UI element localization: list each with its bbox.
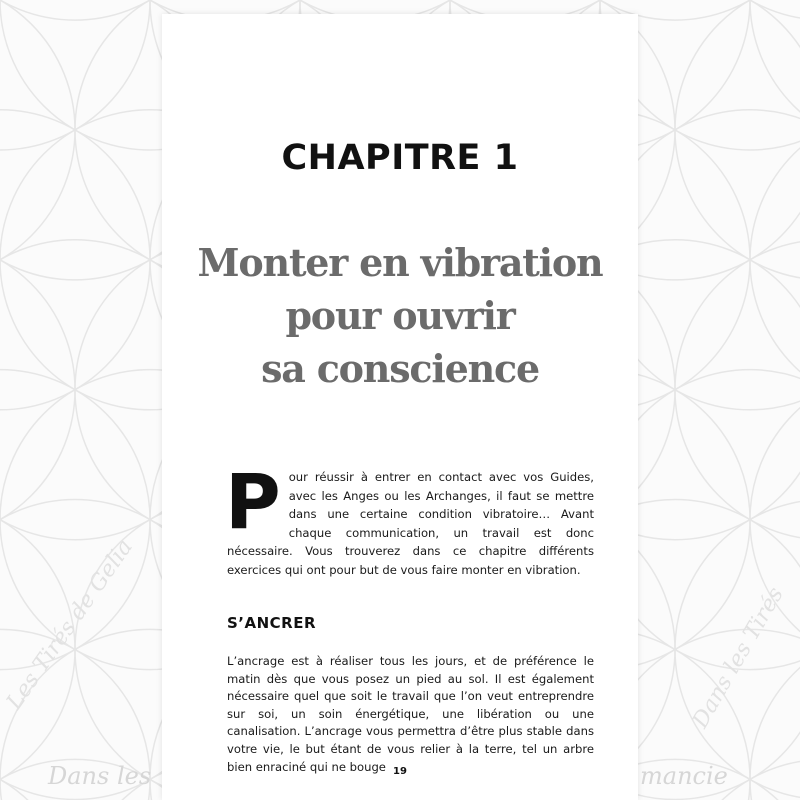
pattern-circle <box>0 110 150 410</box>
page-number: 19 <box>393 766 407 777</box>
pattern-circle <box>750 110 800 410</box>
chapter-label: CHAPITRE 1 <box>281 138 519 178</box>
watermark-diagonal-left: Les Tirés de Gelia <box>2 535 138 715</box>
watermark-diagonal-right: Dans les Tirés <box>688 583 789 733</box>
section-heading: S’ANCRER <box>227 614 317 632</box>
pattern-circle <box>0 0 75 20</box>
chapter-title-line: pour ouvrir <box>285 293 515 338</box>
section-body-text: L’ancrage est à réaliser tous les jours, et de préférence le matin dès que vous posez un pied au sol. Il est également nécessaire quel que soit le travail que l’on veut entreprendre sur soi, un soin énergétique, une libération ou une canalisation. L’ancrage vous permettra d’être plus stable dans votre vie, le but étant de vous relier à la terre, tel un arbre bien enraciné qui ne bouge <box>227 654 594 774</box>
pattern-circle <box>0 0 75 280</box>
drop-cap: P <box>225 457 281 546</box>
chapter-title-line: Monter en vibration <box>197 240 603 285</box>
watermark-text-left: Dans les <box>48 762 152 790</box>
pattern-circle <box>0 240 75 540</box>
intro-text: our réussir à entrer en contact avec vos Guides, avec les Anges ou les Archanges, il faut se mettre dans une certaine condition vibratoire… Avant chaque communication, un travail est donc nécessaire. Vous trouverez dans ce chapitre différents exercices qui ont pour but de vous faire monter en vibration. <box>227 470 594 577</box>
watermark-text-right: mancie <box>640 762 728 790</box>
pattern-circle <box>675 0 800 280</box>
chapter-title <box>162 236 638 395</box>
intro-paragraph <box>225 457 594 580</box>
pattern-circle <box>675 0 800 20</box>
pattern-circle <box>750 0 800 150</box>
book-page <box>162 14 638 800</box>
chapter-title-line: sa conscience <box>261 346 539 391</box>
